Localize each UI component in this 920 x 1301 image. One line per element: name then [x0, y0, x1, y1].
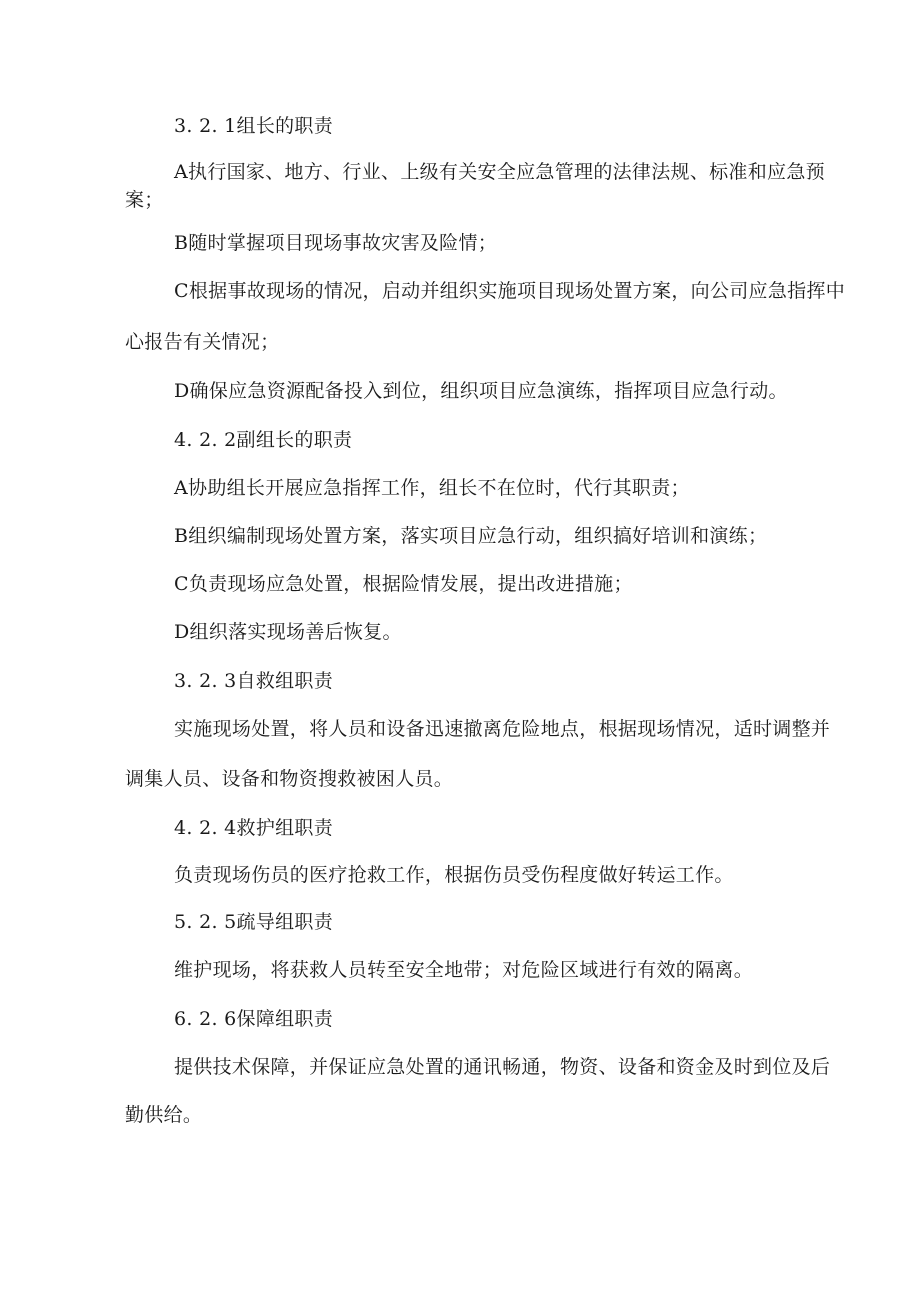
- paragraph-line: 实施现场处置，将人员和设备迅速撤离危险地点，根据现场情况，适时调整并: [174, 718, 831, 740]
- heading-3-2-1: 3. 2. 1组长的职责: [174, 115, 334, 137]
- paragraph-line: B随时掌握项目现场事故灾害及险情；: [174, 232, 498, 254]
- paragraph-line: 勤供给。: [125, 1104, 203, 1126]
- heading-5-2-5: 5. 2. 5疏导组职责: [174, 911, 334, 933]
- paragraph-line: C根据事故现场的情况，启动并组织实施项目现场处置方案，向公司应急指挥中: [174, 280, 846, 302]
- paragraph-line: D组织落实现场善后恢复。: [174, 621, 402, 643]
- paragraph-line: 案；: [125, 189, 164, 211]
- paragraph-line: D确保应急资源配备投入到位，组织项目应急演练，指挥项目应急行动。: [174, 380, 788, 402]
- paragraph-line: 心报告有关情况；: [125, 331, 280, 353]
- paragraph-line: 负责现场伤员的医疗抢救工作，根据伤员受伤程度做好转运工作。: [174, 864, 734, 886]
- paragraph-line: 调集人员、设备和物资搜救被困人员。: [125, 768, 454, 790]
- paragraph-line: 提供技术保障，并保证应急处置的通讯畅通，物资、设备和资金及时到位及后: [174, 1056, 831, 1078]
- paragraph-line: 维护现场，将获救人员转至安全地带；对危险区域进行有效的隔离。: [174, 959, 754, 981]
- heading-6-2-6: 6. 2. 6保障组职责: [174, 1008, 334, 1030]
- heading-4-2-2: 4. 2. 2副组长的职责: [174, 429, 353, 451]
- paragraph-line: C负责现场应急处置，根据险情发展，提出改进措施；: [174, 573, 633, 595]
- paragraph-line: B组织编制现场处置方案，落实项目应急行动，组织搞好培训和演练；: [174, 525, 768, 547]
- heading-4-2-4: 4. 2. 4救护组职责: [174, 817, 334, 839]
- heading-3-2-3: 3. 2. 3自救组职责: [174, 670, 334, 692]
- paragraph-line: A协助组长开展应急指挥工作，组长不在位时，代行其职责；: [174, 477, 690, 499]
- paragraph-line: A执行国家、地方、行业、上级有关安全应急管理的法律法规、标准和应急预: [174, 161, 825, 183]
